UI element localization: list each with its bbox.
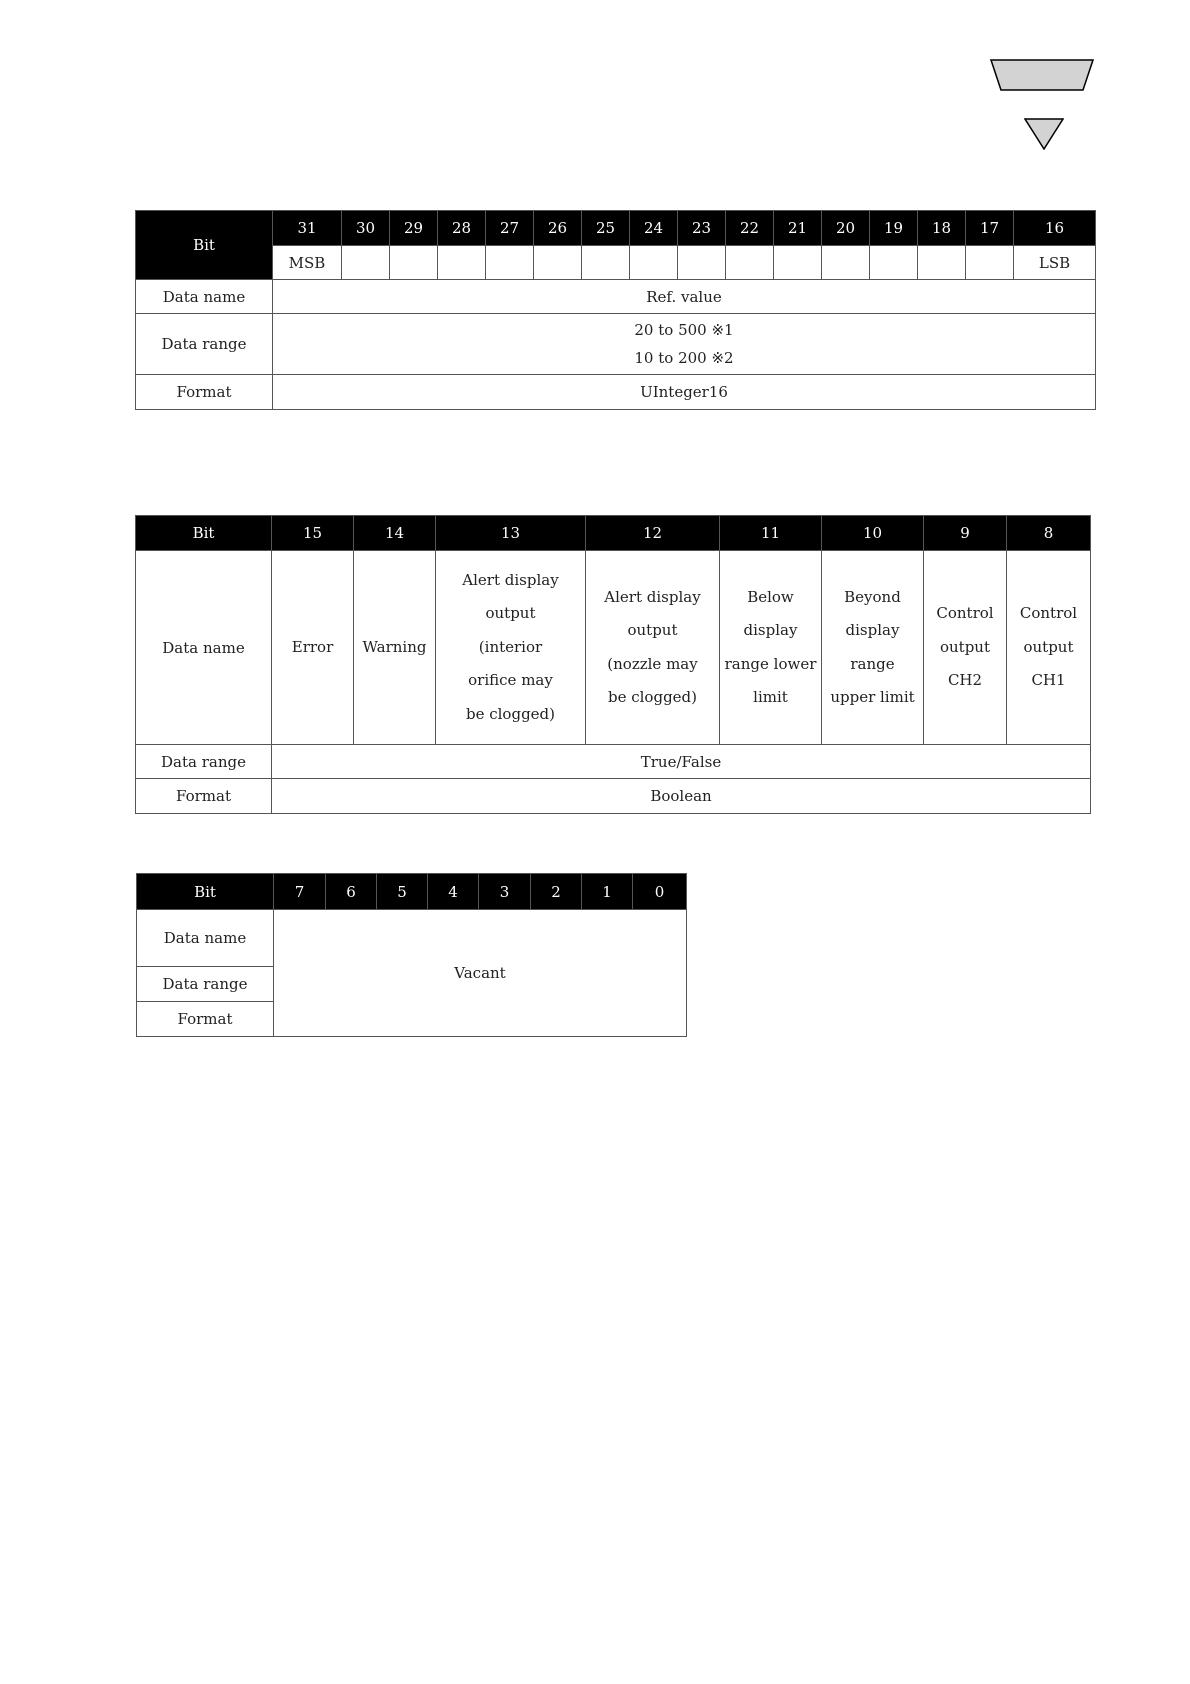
bit-number: 29 [390, 211, 438, 246]
bit-name-line: output [1023, 637, 1074, 656]
bit-number: 21 [774, 211, 822, 246]
bit-name-line: Alert display [604, 587, 701, 606]
bit-name-line: Alert display [462, 570, 559, 589]
bit-name-line: (nozzle may [607, 654, 698, 673]
bit-name-cell [586, 551, 720, 745]
bit-name-line: CH2 [947, 671, 983, 690]
vacant-value: Vacant [274, 910, 687, 1037]
bit-number: 6 [326, 874, 377, 910]
bit-name-cell [720, 551, 822, 745]
msb-label: MSB [273, 246, 342, 280]
bit-number: 22 [726, 211, 774, 246]
data-range-value [273, 314, 1096, 375]
bit-name-line: upper limit [830, 688, 915, 706]
bit-number: 16 [1014, 211, 1096, 246]
bit-number: 25 [582, 211, 630, 246]
bit-name-cell [924, 551, 1007, 745]
bit-number: 12 [586, 516, 720, 551]
bit-number: 9 [924, 516, 1007, 551]
bit-name-line: output [939, 637, 990, 656]
bit-number: 30 [342, 211, 390, 246]
bit-number: 4 [428, 874, 479, 910]
bit-name-line: display [845, 621, 900, 639]
row-label-format: Format [137, 1002, 274, 1037]
bit-table-7-0 [136, 873, 687, 1037]
empty-cell [918, 246, 966, 280]
bit-number: 1 [582, 874, 633, 910]
empty-cell [390, 246, 438, 280]
bit-number: 23 [678, 211, 726, 246]
bit-name-cell [436, 551, 586, 745]
lsb-label: LSB [1014, 246, 1096, 280]
bit-name-line: output [485, 604, 536, 623]
empty-cell [582, 246, 630, 280]
bit-number: 26 [534, 211, 582, 246]
empty-cell [822, 246, 870, 280]
bit-name-cell [272, 551, 354, 745]
data-range-value: True/False [272, 745, 1091, 779]
bit-number: 10 [822, 516, 924, 551]
bit-number: 14 [354, 516, 436, 551]
bit-table-15-8 [135, 515, 1091, 814]
bit-name-line: Below [747, 587, 794, 606]
bit-name-line: range [850, 654, 895, 673]
bit-number: 20 [822, 211, 870, 246]
bit-name-cell [354, 551, 436, 745]
empty-cell [678, 246, 726, 280]
data-range-line: 20 to 500 ※1 [634, 321, 734, 339]
bit-name-line: range lower [724, 654, 817, 673]
empty-cell [726, 246, 774, 280]
bit-number: 24 [630, 211, 678, 246]
bit-name-line: Error [291, 637, 334, 656]
bit-name-cell [822, 551, 924, 745]
triangle-marker-icon [1024, 118, 1064, 150]
row-label-data-range: Data range [136, 745, 272, 779]
empty-cell [534, 246, 582, 280]
data-range-line: 10 to 200 ※2 [634, 349, 734, 367]
bit-name-line: CH1 [1031, 671, 1066, 690]
row-label-data-name: Data name [136, 280, 273, 314]
bit-header-label: Bit [136, 211, 273, 280]
bit-number: 2 [531, 874, 582, 910]
format-value: UInteger16 [273, 375, 1096, 410]
bit-number: 28 [438, 211, 486, 246]
bit-number: 15 [272, 516, 354, 551]
empty-cell [486, 246, 534, 280]
bit-name-line: orifice may [468, 671, 553, 690]
row-label-data-range: Data range [136, 314, 273, 375]
bit-name-line: Control [936, 604, 994, 623]
bit-name-line: limit [753, 688, 788, 706]
bit-number: 0 [633, 874, 687, 910]
bit-name-line: Beyond [844, 587, 901, 606]
bit-name-line: display [743, 621, 798, 639]
bit-number: 7 [274, 874, 326, 910]
bit-number: 27 [486, 211, 534, 246]
row-label-data-name: Data name [136, 551, 272, 745]
bit-number: 19 [870, 211, 918, 246]
empty-cell [774, 246, 822, 280]
bit-header-label: Bit [137, 874, 274, 910]
bit-number: 18 [918, 211, 966, 246]
bit-number: 8 [1007, 516, 1091, 551]
bit-number: 11 [720, 516, 822, 551]
bit-number: 17 [966, 211, 1014, 246]
empty-cell [342, 246, 390, 280]
bit-number: 31 [273, 211, 342, 246]
empty-cell [870, 246, 918, 280]
empty-cell [438, 246, 486, 280]
bit-table-31-16 [135, 210, 1096, 410]
row-label-format: Format [136, 375, 273, 410]
format-value: Boolean [272, 779, 1091, 814]
row-label-data-range: Data range [137, 967, 274, 1002]
bit-name-line: Warning [362, 637, 427, 656]
bit-header-label: Bit [136, 516, 272, 551]
row-label-format: Format [136, 779, 272, 814]
bit-name-cell [1007, 551, 1091, 745]
bit-name-line: output [627, 621, 678, 639]
trapezoid-marker-icon [990, 59, 1094, 91]
bit-name-line: be clogged) [607, 688, 697, 706]
bit-name-line: (interior [478, 637, 543, 656]
bit-name-line: be clogged) [465, 704, 555, 723]
bit-number: 5 [377, 874, 428, 910]
data-name-value: Ref. value [273, 280, 1096, 314]
empty-cell [630, 246, 678, 280]
bit-name-line: Control [1019, 604, 1078, 623]
bit-number: 13 [436, 516, 586, 551]
empty-cell [966, 246, 1014, 280]
bit-number: 3 [479, 874, 531, 910]
row-label-data-name: Data name [137, 910, 274, 967]
